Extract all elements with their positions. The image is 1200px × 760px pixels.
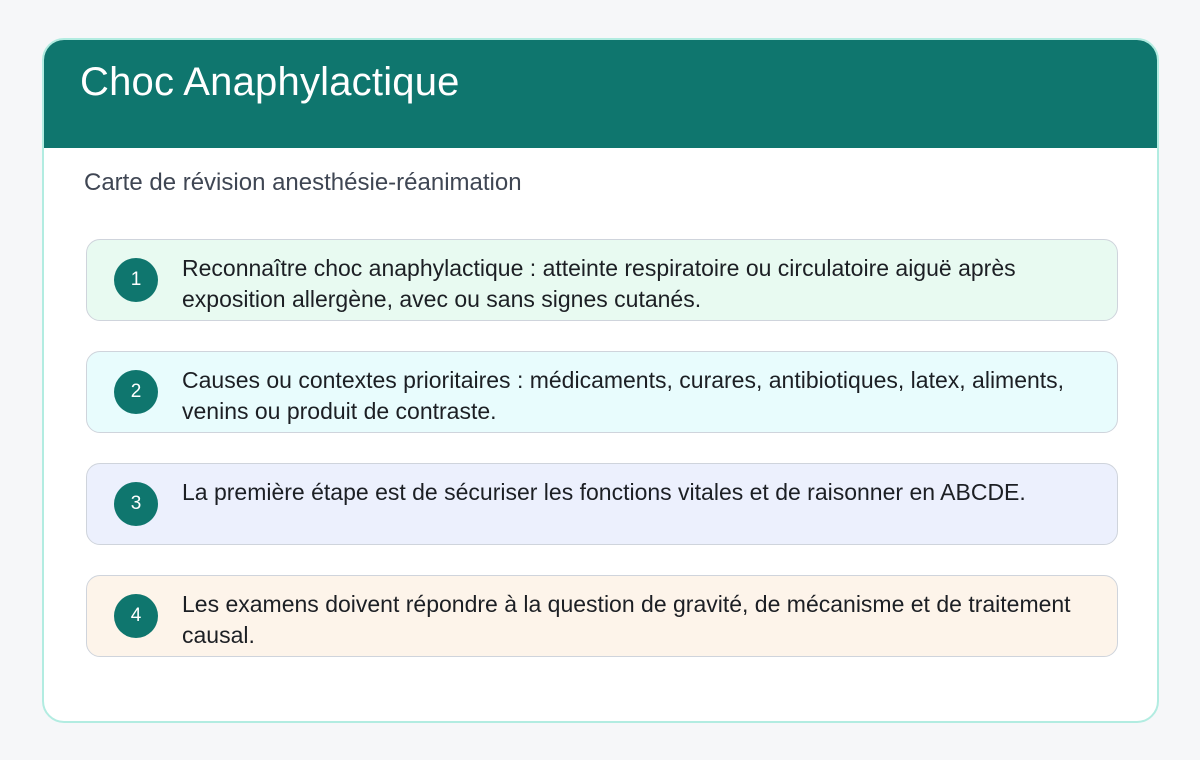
step-text: Causes ou contextes prioritaires : médicaments, curares, antibiotiques, latex, aliments, venins ou produit de contraste. <box>182 367 1065 424</box>
card-title: Choc Anaphylactique <box>80 60 460 104</box>
card-subtitle: Carte de révision anesthésie-réanimation <box>84 169 522 196</box>
step-number-badge: 4 <box>114 594 158 638</box>
step-text: La première étape est de sécuriser les fonctions vitales et de raisonner en ABCDE. <box>182 479 1026 505</box>
revision-card <box>42 38 1159 723</box>
step-text: Les examens doivent répondre à la question de gravité, de mécanisme et de traitement causal. <box>182 591 1071 648</box>
step-number-badge: 2 <box>114 370 158 414</box>
step-item-3 <box>86 463 1118 545</box>
card-header <box>44 40 1157 148</box>
step-number-badge: 1 <box>114 258 158 302</box>
step-item-2 <box>86 351 1118 433</box>
step-number-badge: 3 <box>114 482 158 526</box>
steps-list <box>86 239 1118 687</box>
step-item-1 <box>86 239 1118 321</box>
step-item-4 <box>86 575 1118 657</box>
step-text: Reconnaître choc anaphylactique : atteinte respiratoire ou circulatoire aiguë après exposition allergène, avec ou sans signes cutanés. <box>182 255 1016 312</box>
